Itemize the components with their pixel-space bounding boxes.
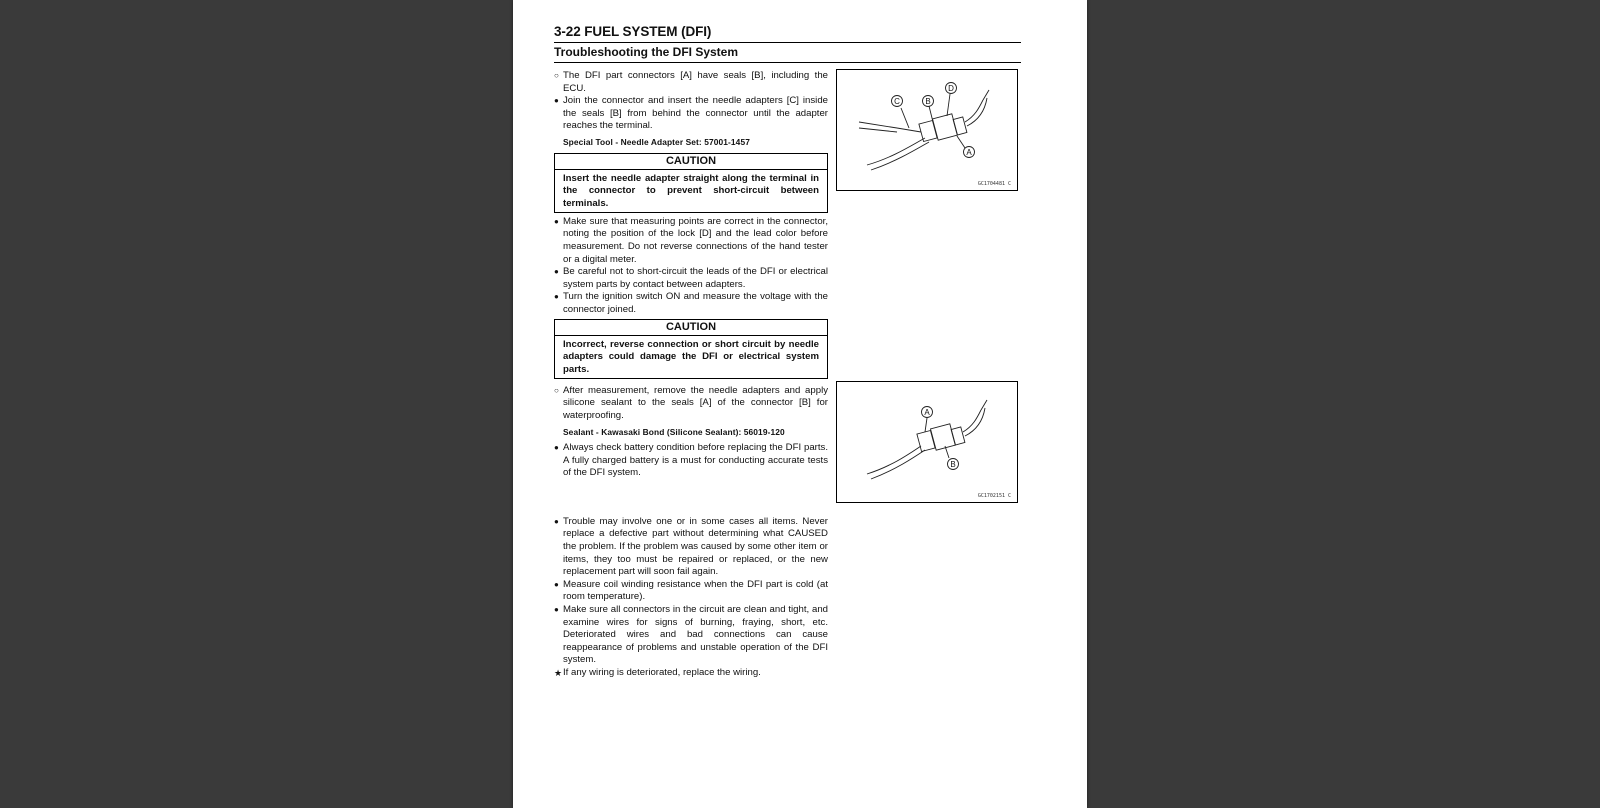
item-text: Make sure all connectors in the circuit are clean and tight, and examine wires for signs of burning, fraying, short, etc. Deteriorated wires and bad connections can cause reappearance of problems and unstable operation of the DFI system. [563, 604, 828, 666]
figure-code: GC1704481 C [977, 181, 1011, 187]
caution-box [554, 153, 828, 213]
list-item [554, 667, 828, 680]
connector-figure-1 [836, 69, 1018, 191]
bullet-marker: ● [554, 443, 559, 453]
page-content [554, 24, 1021, 678]
figure-code: GC1702151 C [977, 493, 1011, 499]
caution-text: Insert the needle adapter straight along the terminal in the connector to prevent short-circuit between terminals. [563, 173, 819, 209]
bullet-marker: ● [554, 516, 559, 526]
list-item [554, 385, 828, 423]
connector-illustration [837, 70, 1017, 190]
item-text: Join the connector and insert the needle adapters [C] inside the seals [B] from behind the connector until the adapter reaches the terminal. [563, 95, 828, 132]
list-item [554, 95, 828, 133]
list-item [554, 216, 828, 266]
list-item [554, 266, 828, 291]
item-text: If any wiring is deteriorated, replace the wiring. [563, 667, 761, 678]
item-text: Always check battery condition before replacing the DFI parts. A fully charged battery is a must for conducting accurate tests of the DFI system. [563, 442, 828, 479]
item-text: Be careful not to short-circuit the leads of the DFI or electrical system parts by contact between adapters. [563, 266, 828, 290]
section-title: Troubleshooting the DFI System [554, 43, 1021, 63]
caution-heading: CAUTION [555, 154, 827, 171]
caution-text: Incorrect, reverse connection or short circuit by needle adapters could damage the DFI or electrical system parts. [563, 339, 819, 375]
page-title: 3-22 FUEL SYSTEM (DFI) [554, 24, 1021, 43]
label-b: B [950, 460, 956, 469]
item-text: The DFI part connectors [A] have seals [B], including the ECU. [563, 70, 828, 94]
item-text: Turn the ignition switch ON and measure the voltage with the connector joined. [563, 291, 828, 315]
item-text: After measurement, remove the needle adapters and apply silicone sealant to the seals [A] of the connector [B] for waterproofing. [563, 384, 828, 421]
item-text: Trouble may involve one or in some cases all items. Never replace a defective part without determining what CAUSED the problem. If the problem was caused by some other item or items, they too must be repaired or replaced, or the new replacement part will soon fail again. [563, 515, 828, 578]
bullet-marker: ○ [554, 71, 559, 80]
item-text: Make sure that measuring points are correct in the connector, noting the position of the lock [D] and the lead color before measurement. Do not reverse connections of the hand tester or a digital meter. [563, 215, 828, 265]
label-a: A [924, 408, 930, 417]
caution-heading: CAUTION [555, 320, 827, 337]
bullet-marker: ○ [554, 385, 559, 395]
star-marker: ★ [554, 668, 563, 678]
label-d: D [948, 84, 954, 93]
connector-figure-2 [836, 381, 1018, 503]
list-item [554, 70, 828, 95]
bullet-marker: ● [554, 292, 559, 302]
list-item [554, 516, 828, 579]
manual-page [513, 0, 1087, 808]
bullet-marker: ● [554, 605, 559, 615]
spacer [554, 480, 828, 516]
item-text: Measure coil winding resistance when the DFI part is cold (at room temperature). [563, 578, 828, 603]
bullet-marker: ● [554, 216, 559, 226]
bullet-marker: ● [554, 267, 559, 277]
label-b: B [925, 97, 931, 106]
bullet-marker: ● [554, 579, 559, 589]
caution-box [554, 319, 828, 379]
bullet-marker: ● [554, 96, 559, 106]
sealant-illustration [837, 382, 1017, 502]
list-item [554, 579, 828, 604]
label-c: C [894, 97, 900, 106]
list-item [554, 291, 828, 316]
list-item [554, 604, 828, 667]
special-tool-line: Special Tool - Needle Adapter Set: 57001-1457 [563, 136, 750, 147]
label-a: A [966, 148, 972, 157]
sealant-line: Sealant - Kawasaki Bond (Silicone Sealant): 56019-120 [563, 426, 785, 437]
list-item [554, 442, 828, 480]
text-column [554, 70, 828, 680]
